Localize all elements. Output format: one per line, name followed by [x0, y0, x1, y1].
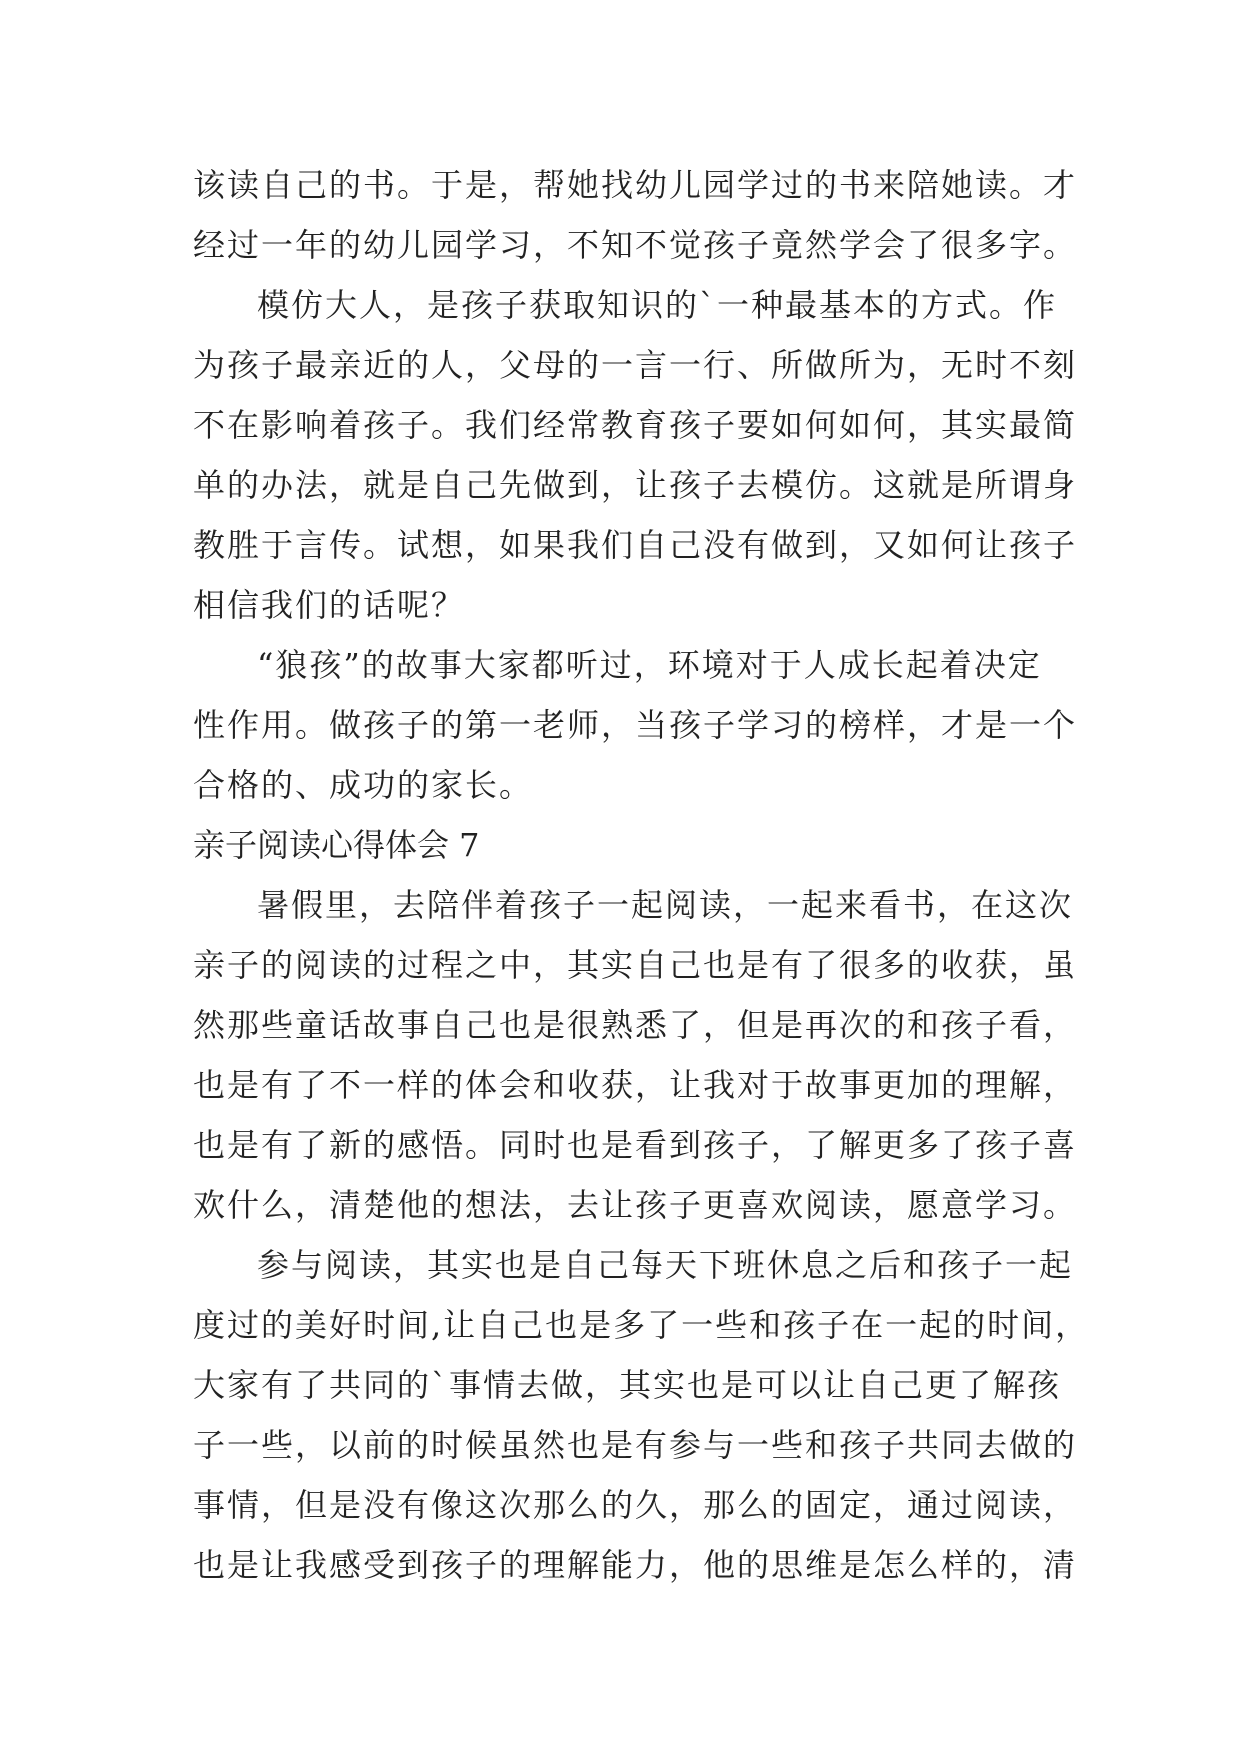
paragraph-start-line: 暑假里，去陪伴着孩子一起阅读，一起来看书，在这次: [257, 886, 1074, 924]
paragraph-start-line: 参与阅读，其实也是自己每天下班休息之后和孩子一起: [257, 1246, 1074, 1284]
text-line: 相信我们的话呢？: [193, 586, 466, 624]
text-line: 经过一年的幼儿园学习，不知不觉孩子竟然学会了很多字。: [193, 226, 1078, 264]
paragraph-start-line: “狼孩”的故事大家都听过，环境对于人成长起着决定: [257, 646, 1042, 684]
text-line: 度过的美好时间,让自己也是多了一些和孩子在一起的时间，: [193, 1306, 1090, 1344]
text-line: 合格的、成功的家长。: [193, 766, 534, 804]
text-line: 亲子的阅读的过程之中，其实自己也是有了很多的收获，虽: [193, 946, 1078, 984]
text-line: 欢什么，清楚他的想法，去让孩子更喜欢阅读，愿意学习。: [193, 1186, 1078, 1224]
text-line: 也是有了不一样的体会和收获，让我对于故事更加的理解，: [193, 1066, 1078, 1104]
document-body: [193, 155, 1090, 1595]
text-line: 不在影响着孩子。我们经常教育孩子要如何如何，其实最简: [193, 406, 1078, 444]
text-line: 单的办法，就是自己先做到，让孩子去模仿。这就是所谓身: [193, 466, 1078, 504]
text-line: 为孩子最亲近的人，父母的一言一行、所做所为，无时不刻: [193, 346, 1078, 384]
text-line: 也是有了新的感悟。同时也是看到孩子，了解更多了孩子喜: [193, 1126, 1078, 1164]
text-line: 教胜于言传。试想，如果我们自己没有做到，又如何让孩子: [193, 526, 1078, 564]
text-line: 该读自己的书。于是，帮她找幼儿园学过的书来陪她读。才: [193, 166, 1078, 204]
text-line: 然那些童话故事自己也是很熟悉了，但是再次的和孩子看，: [193, 1006, 1078, 1044]
text-line: 性作用。做孩子的第一老师，当孩子学习的榜样，才是一个: [193, 706, 1078, 744]
text-line: 也是让我感受到孩子的理解能力，他的思维是怎么样的，清: [193, 1546, 1078, 1584]
text-line: 事情，但是没有像这次那么的久，那么的固定，通过阅读，: [193, 1486, 1078, 1524]
section-heading: 亲子阅读心得体会 7: [193, 826, 480, 864]
text-line: 大家有了共同的`事情去做，其实也是可以让自己更了解孩: [193, 1366, 1062, 1404]
paragraph-start-line: 模仿大人，是孩子获取知识的`一种最基本的方式。作: [257, 286, 1058, 324]
text-line: 子一些，以前的时候虽然也是有参与一些和孩子共同去做的: [193, 1426, 1078, 1464]
